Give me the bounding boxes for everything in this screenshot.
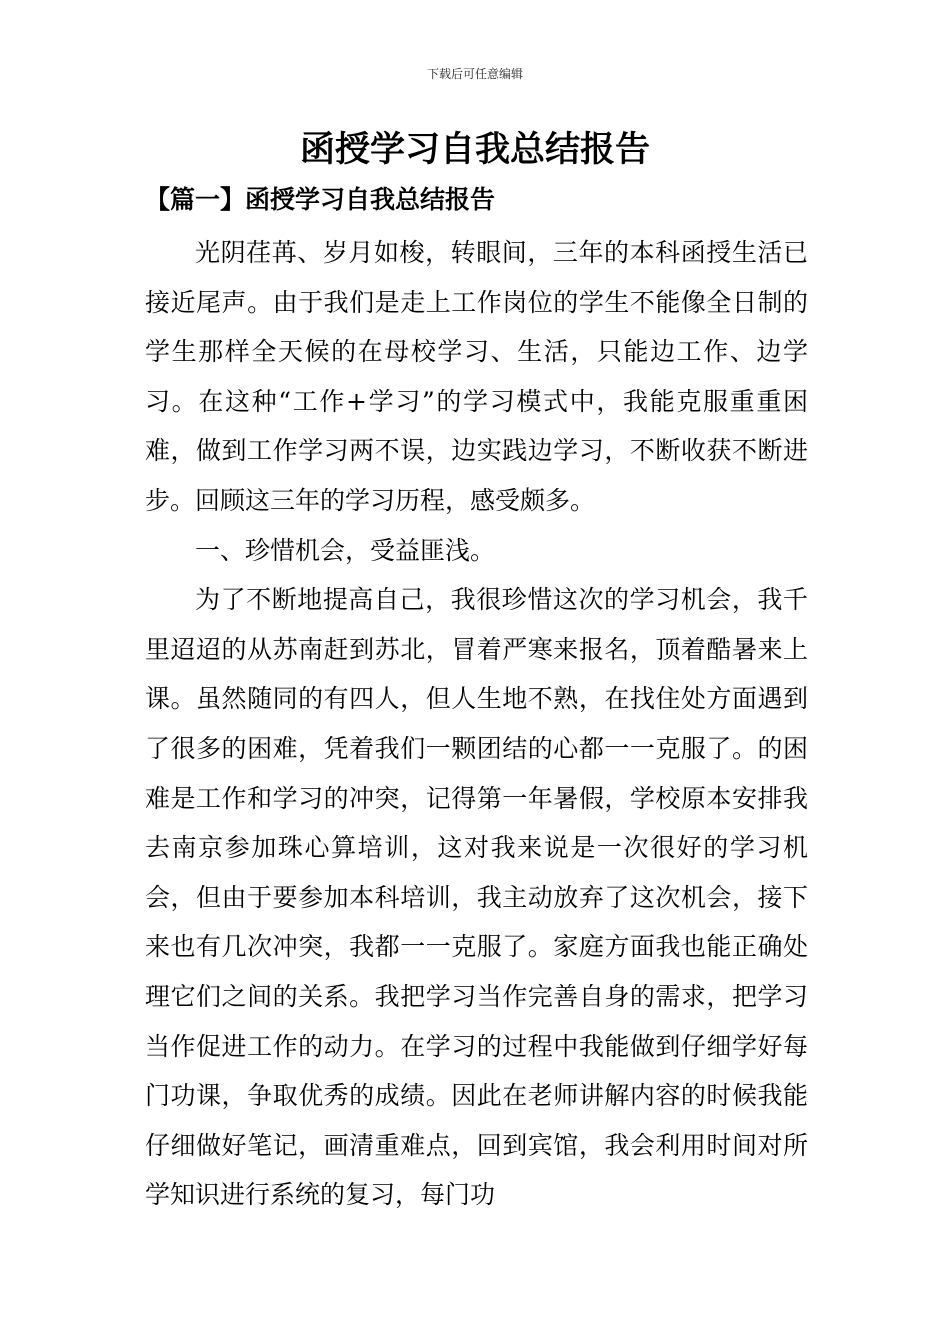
- paragraph-heading-one: 一、珍惜机会，受益匪浅。: [195, 535, 496, 565]
- paragraph-detail: 为了不断地提高自己，我很珍惜这次的学习机会，我千里迢迢的从苏南赶到苏北，冒着严寒来报名，顶着酷暑来上课。虽然随同的有四人，但人生地不熟，在找住处方面遇到了很多的困难，凭着我们一颗团结的心都一一克服了。的困难是工作和学习的冲突，记得第一年暑假，学校原本安排我去南京参加珠心算培训，这对我来说是一次很好的学习机会，但由于要参加本科培训，我主动放弃了这次机会，接下来也有几次冲突，我都一一克服了。家庭方面我也能正确处理它们之间的关系。我把学习当作完善自身的需求，把学习当作促进工作的动力。在学习的过程中我能做到仔细学好每门功课，争取优秀的成绩。因此在老师讲解内容的时候我能仔细做好笔记，画清重难点，回到宾馆，我会利用时间对所学知识进行系统的复习，每门功: [145, 585, 808, 1210]
- header-note: 下载后可任意编辑: [426, 67, 523, 81]
- document-title: 函授学习自我总结报告: [299, 130, 650, 170]
- section-title: 【篇一】函授学习自我总结报告: [145, 185, 496, 214]
- document-body: [145, 228, 808, 1220]
- paragraph-intro: 光阴荏苒、岁月如梭，转眼间，三年的本科函授生活已接近尾声。由于我们是走上工作岗位的学生不能像全日制的学生那样全天候的在母校学习、生活，只能边工作、边学习。在这种“工作+学习”的学习模式中，我能克服重重困难，做到工作学习两不误，边实践边学习，不断收获不断进步。回顾这三年的学习历程，感受颇多。: [145, 238, 808, 515]
